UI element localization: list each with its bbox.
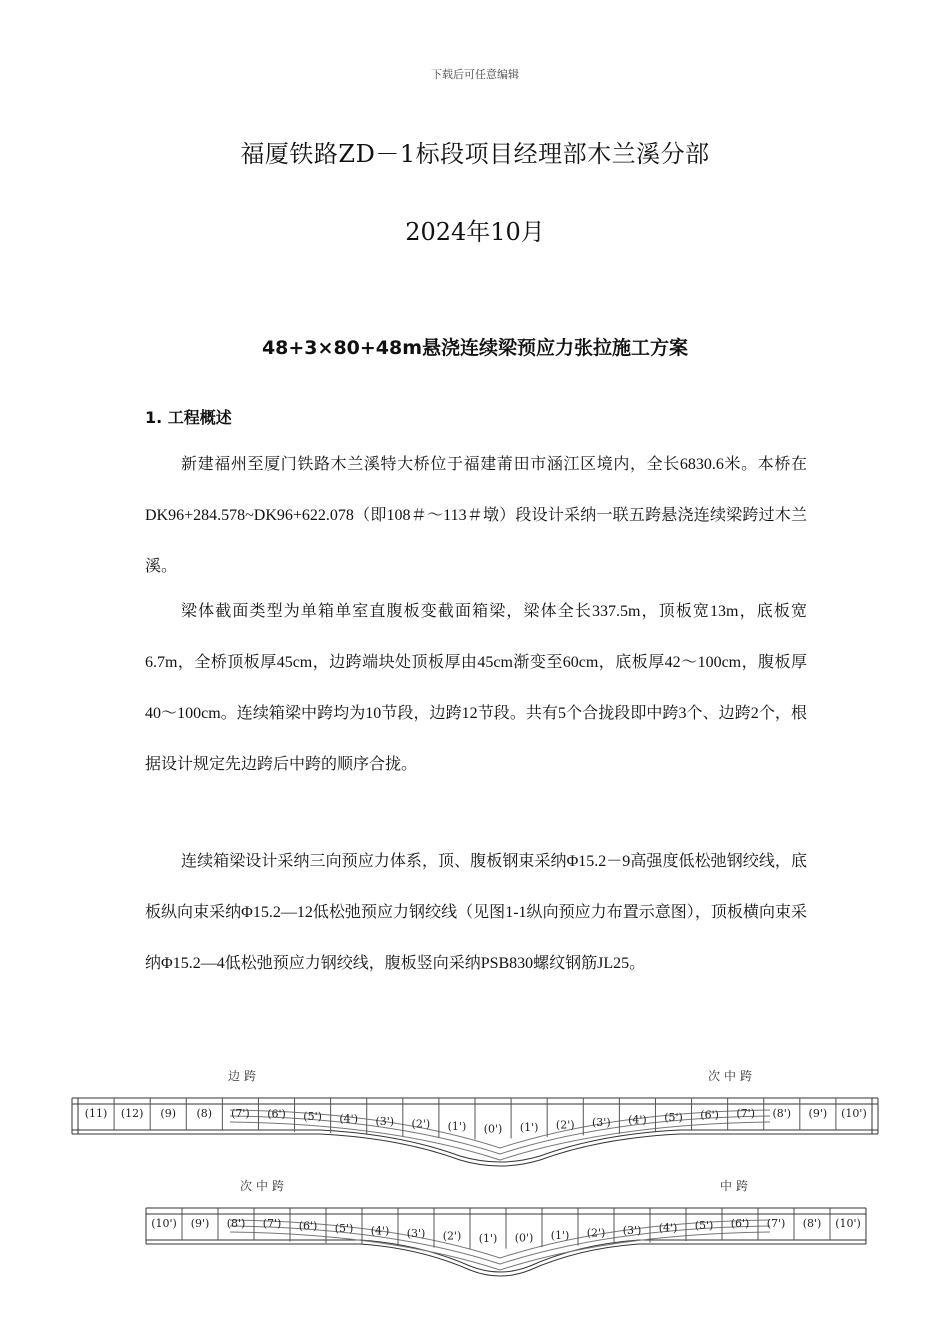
segment-label-left-5: (5') [334, 1222, 354, 1236]
segment-label-right-6: (7') [766, 1217, 786, 1230]
segment-label-right-0: (1') [519, 1120, 539, 1134]
segment-label-left-3: (8) [196, 1107, 213, 1120]
segment-label-right-8: (9') [808, 1107, 828, 1120]
organization-title: 福厦铁路ZD－1标段项目经理部木兰溪分部 [240, 140, 710, 168]
segment-label-right-1: (2') [586, 1226, 606, 1240]
segment-label-right-7: (8') [772, 1107, 792, 1120]
bottom-left-span-label: 次中跨 [240, 1179, 289, 1193]
prestress-layout-diagram [60, 1060, 890, 1330]
segment-label-left-3: (7') [262, 1217, 282, 1231]
paragraph-overview [145, 439, 807, 592]
paragraph-text: 连续箱梁设计采纳三向预应力体系，顶、腹板钢束采纳Φ15.2－9高强度低松弛钢绞线，底板纵向束采纳Φ15.2—12低松弛预应力钢绞线（见图1-1纵向预应力布置示意图），顶板横向束采纳Φ15.2—4低松弛预应力钢绞线，腹板竖向采纳PSB830螺纹钢筋JL25。 [145, 853, 807, 972]
paragraph-section-type [145, 586, 807, 790]
segment-label-right-5: (6') [700, 1108, 719, 1122]
segment-label-left-9: (2') [411, 1117, 431, 1131]
segment-label-right-4: (5') [694, 1218, 714, 1232]
segment-label-center-0: (0') [483, 1122, 503, 1136]
segment-label-left-9: (1') [478, 1232, 498, 1246]
date-title: 2024年10月 [405, 218, 545, 246]
segment-label-right-2: (3') [592, 1115, 611, 1129]
segment-label-right-7: (8') [802, 1217, 822, 1230]
paragraph-text: 梁体截面类型为单箱单室直腹板变截面箱梁，梁体全长337.5m，顶板宽13m，底板宽6.7m，全桥顶板厚45cm，边跨端块处顶板厚由45cm渐变至60cm，底板厚42～100cm，腹板厚40～100cm。连续箱梁中跨均为10节段，边跨12节段。共有5个合拢段即中跨3个、边跨2个，根据设计规定先边跨后中跨的顺序合拢。 [145, 603, 807, 773]
segment-label-left-4: (7') [231, 1107, 250, 1120]
segment-label-left-6: (5') [303, 1109, 322, 1123]
segment-label-left-8: (3') [375, 1114, 395, 1128]
document-title: 48+3×80+48m悬浇连续梁预应力张拉施工方案 [261, 337, 689, 359]
segment-label-left-8: (2') [442, 1229, 462, 1243]
bottom-right-span-label: 中跨 [720, 1179, 753, 1193]
top-left-span-label: 边跨 [228, 1069, 261, 1083]
top-right-span-label: 次中跨 [708, 1069, 757, 1083]
segment-label-right-1: (2') [555, 1118, 575, 1132]
paragraph-prestress [145, 836, 807, 989]
segment-label-left-0: (10') [151, 1217, 177, 1230]
header-note: 下载后可任意编辑 [431, 68, 519, 81]
segment-label-center-0: (0') [514, 1231, 534, 1245]
segment-label-left-6: (4') [370, 1224, 390, 1238]
segment-label-right-2: (3') [622, 1223, 642, 1237]
segment-label-left-7: (4') [339, 1112, 358, 1126]
segment-label-right-3: (4') [658, 1221, 678, 1235]
segment-label-left-7: (3') [406, 1227, 426, 1241]
paragraph-text: 新建福州至厦门铁路木兰溪特大桥位于福建莆田市涵江区境内，全长6830.6米。本桥在DK96+284.578~DK96+622.078（即108＃～113＃墩）段设计采纳一联五跨悬浇连续梁跨过木兰溪。 [145, 456, 807, 575]
segment-label-right-6: (7') [736, 1107, 755, 1120]
section-heading: 1. 工程概述 [145, 408, 232, 427]
segment-label-left-10: (1') [447, 1120, 467, 1134]
segment-label-left-1: (9') [190, 1217, 210, 1230]
segment-label-right-8: (10') [835, 1217, 861, 1230]
segment-label-right-9: (10') [841, 1107, 867, 1120]
segment-label-left-5: (6') [267, 1107, 286, 1121]
segment-label-right-3: (4') [628, 1113, 647, 1127]
segment-label-left-0: (11) [84, 1107, 108, 1120]
segment-label-right-4: (5') [664, 1110, 683, 1124]
segment-label-left-2: (9) [160, 1107, 177, 1120]
segment-label-left-2: (8') [226, 1217, 246, 1230]
segment-label-left-4: (6') [298, 1219, 318, 1233]
segment-label-right-0: (1') [550, 1228, 570, 1242]
segment-label-left-1: (12) [120, 1107, 144, 1120]
segment-label-right-5: (6') [730, 1217, 750, 1230]
